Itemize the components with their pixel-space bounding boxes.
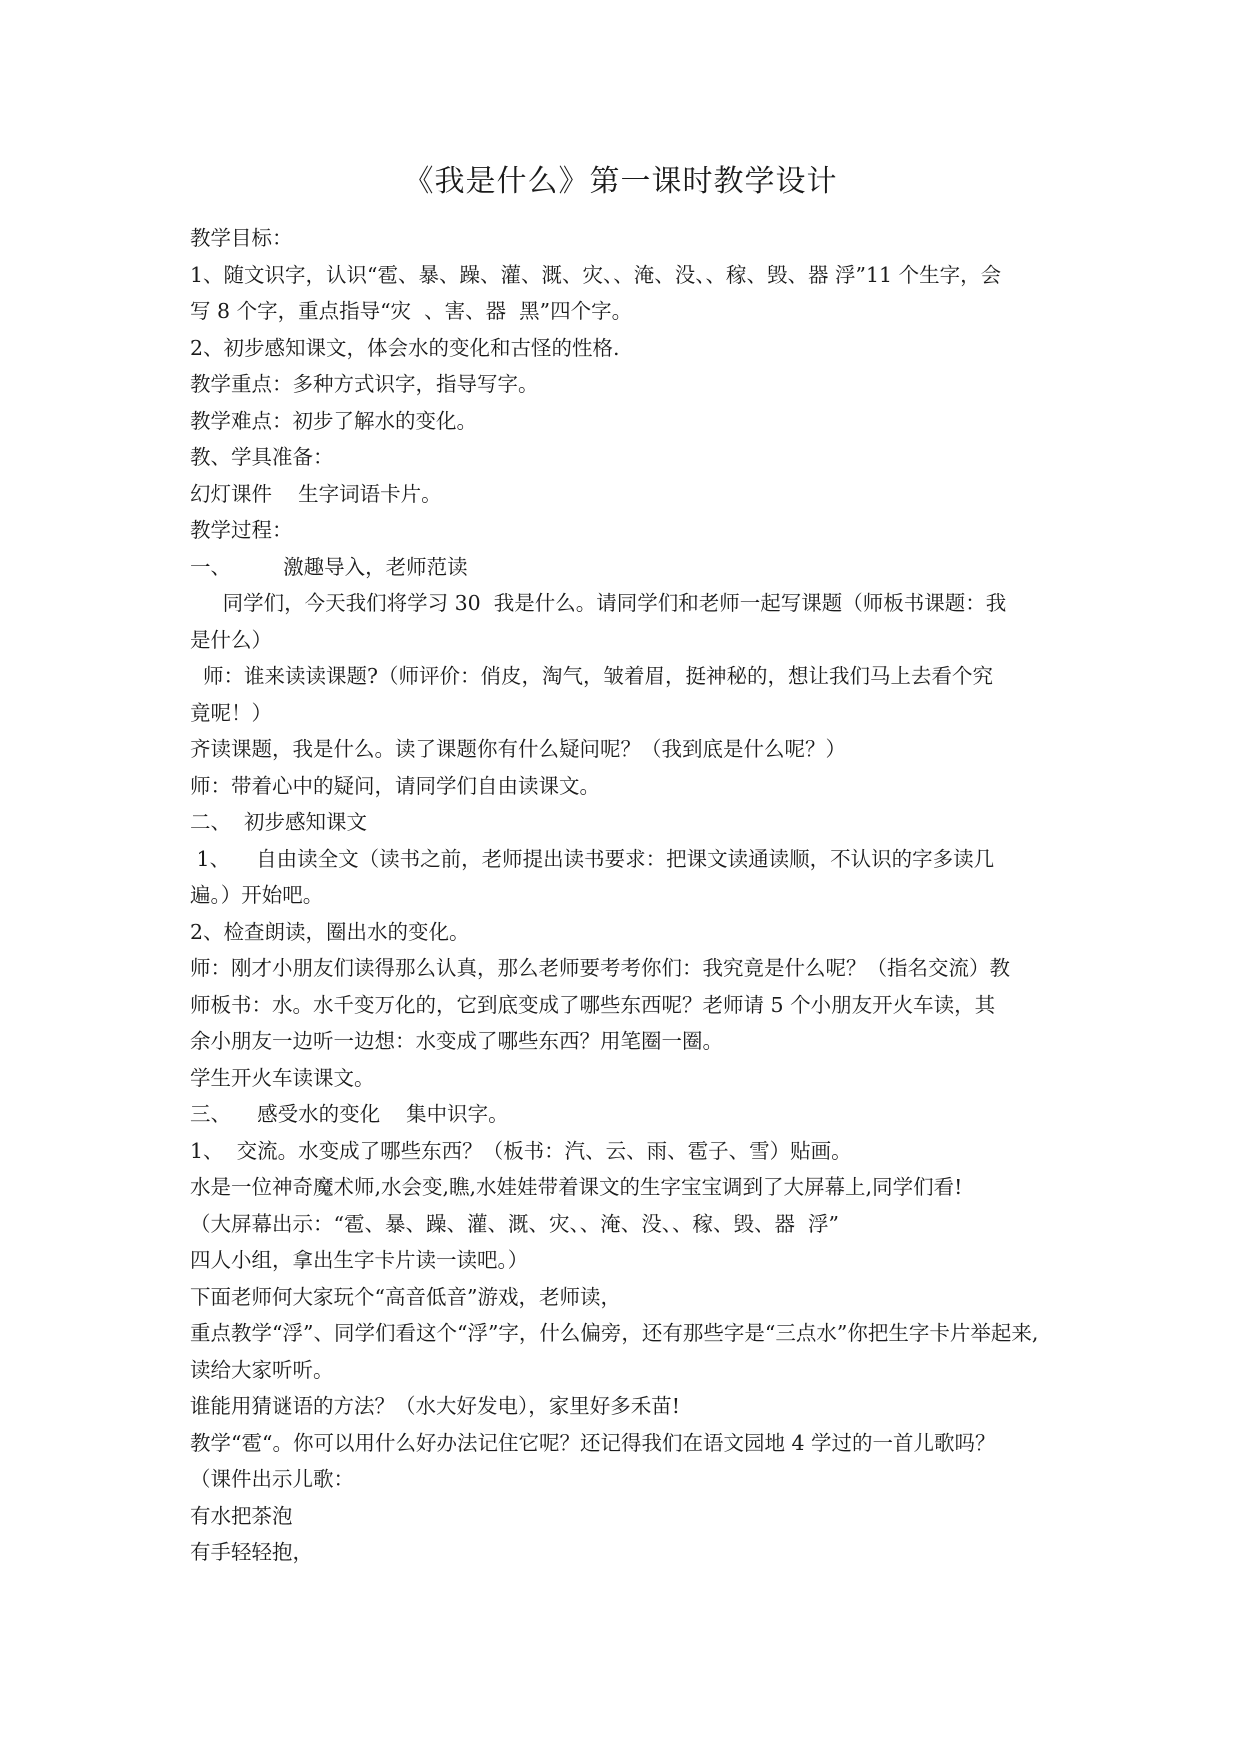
text-line: （大屏幕出示：“雹、暴、躁、灌、溉、灾、、淹、没、、稼、毁、器 浮”: [190, 1211, 839, 1236]
text-line: 读给大家听听。: [190, 1357, 334, 1382]
text-line: 遍。）开始吧。: [190, 883, 324, 907]
text-line: 师：谁来读读课题?（师评价：俏皮，淘气，皱着眉，挺神秘的，想让我们马上去看个究: [190, 664, 994, 688]
text-line: 教学重点：多种方式识字，指导写字。: [190, 372, 539, 396]
text-line: 写 8 个字，重点指导“灾 、害、器 黑”四个字。: [190, 299, 633, 323]
text-line: 1、随文识字，认识“雹、暴、躁、灌、溉、灾、、淹、没、、稼、毁、器 浮”11 个生字，会: [190, 262, 1002, 287]
text-line: 三、 感受水的变化 集中识字。: [190, 1102, 509, 1126]
text-line: 下面老师何大家玩个“高音低音”游戏，老师读，: [190, 1284, 621, 1309]
text-line: 1、 交流。水变成了哪些东西？（板书：汽、云、雨、雹子、雪）贴画。: [190, 1138, 852, 1163]
text-line: 四人小组，拿出生字卡片读一读吧。）: [190, 1248, 529, 1272]
text-line: 有水把茶泡: [190, 1503, 293, 1528]
text-line: （课件出示儿歌：: [190, 1467, 354, 1491]
text-line: 是什么）: [190, 627, 272, 652]
text-line: 水是一位神奇魔术师,水会变,瞧,水娃娃带着课文的生字宝宝调到了大屏幕上,同学们看!: [190, 1175, 963, 1199]
text-line: 重点教学“浮”、同学们看这个“浮”字，什么偏旁，还有那些字是“三点水”你把生字卡片举起来,: [190, 1321, 1039, 1345]
text-line: 一、 激趣导入，老师范读: [190, 554, 468, 579]
text-line: 1、 自由读全文（读书之前，老师提出读书要求：把课文读通读顺，不认识的字多读几: [190, 846, 995, 871]
text-line: 幻灯课件 生字词语卡片。: [190, 481, 442, 506]
text-line: 余小朋友一边听一边想：水变成了哪些东西？用笔圈一圈。: [190, 1029, 723, 1053]
document-body: [190, 220, 1052, 1571]
document-title: 《我是什么》第一课时教学设计: [403, 164, 838, 199]
text-line: 师：刚才小朋友们读得那么认真，那么老师要考考你们：我究竟是什么呢？（指名交流）教: [190, 956, 1010, 980]
text-line: 有手轻轻抱，: [190, 1540, 313, 1564]
text-line: 齐读课题，我是什么。读了课题你有什么疑问呢？（我到底是什么呢？）: [190, 737, 846, 761]
text-line: 教学难点：初步了解水的变化。: [190, 408, 477, 433]
text-line: 谁能用猜谜语的方法？（水大好发电），家里好多禾苗!: [190, 1394, 680, 1418]
text-line: 教学目标：: [190, 226, 293, 250]
text-line: 学生开火车读课文。: [190, 1065, 375, 1090]
text-line: 二、 初步感知课文: [190, 810, 368, 834]
text-line: 教学“雹“。你可以用什么好办法记住它呢？还记得我们在语文园地 4 学过的一首儿歌吗？: [190, 1430, 996, 1455]
text-line: 师：带着心中的疑问，请同学们自由读课文。: [190, 773, 600, 798]
text-line: 竟呢！）: [190, 700, 272, 725]
text-line: 2、初步感知课文，体会水的变化和古怪的性格.: [190, 335, 620, 360]
text-line: 2、检查朗读，圈出水的变化。: [190, 919, 470, 944]
text-line: 教、学具准备：: [190, 445, 334, 469]
text-line: 师板书：水。水千变万化的，它到底变成了哪些东西呢？老师请 5 个小朋友开火车读，其: [190, 992, 996, 1017]
text-line: 同学们，今天我们将学习 30 我是什么。请同学们和老师一起写课题（师板书课题：我: [190, 591, 1007, 615]
text-line: 教学过程：: [190, 518, 293, 542]
